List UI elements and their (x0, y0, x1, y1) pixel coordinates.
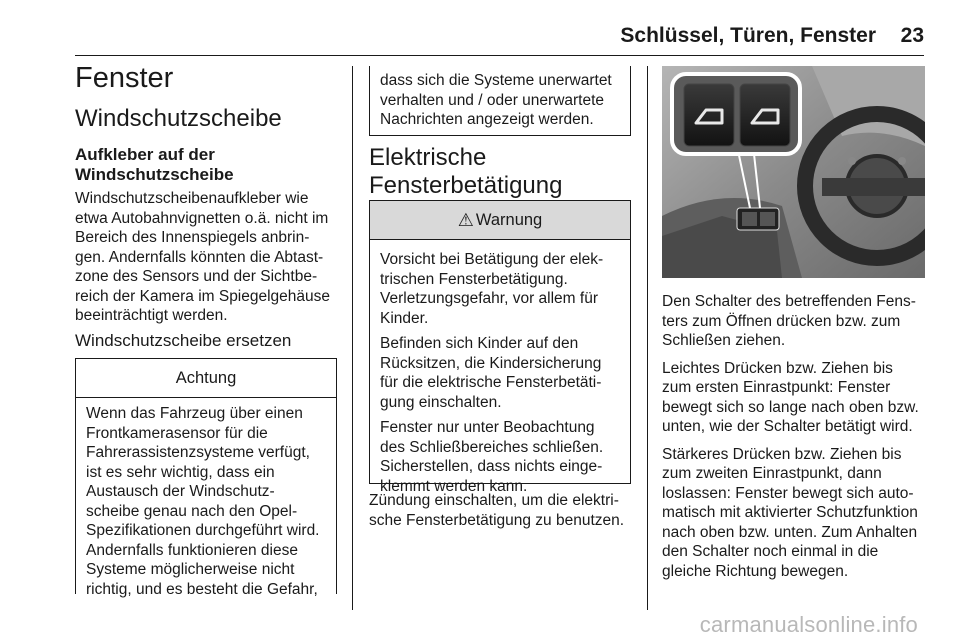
text-line: für die elektrische Fensterbetäti- (380, 374, 602, 391)
text-line: Wenn das Fahrzeug über einen (86, 405, 303, 422)
text-line: unten, wie der Schalter betätigt wird. (662, 418, 913, 435)
column-divider-2 (647, 66, 648, 610)
text-line: Sicherstellen, dass nichts einge- (380, 458, 603, 475)
text-line: matisch mit aktivierter Schutzfunktion (662, 504, 918, 521)
warning-box-title: Warnung (475, 210, 543, 229)
warning-paragraph (380, 418, 620, 496)
text-line: scheibe genau nach den Opel- (86, 502, 298, 520)
text-line: zum zweiten Einrastpunkt, dann (662, 465, 882, 482)
text-line: Leichtes Drücken bzw. Ziehen bis (662, 359, 893, 377)
paragraph (662, 359, 937, 437)
text-line: Den Schalter des betreffenden Fens- (662, 293, 916, 310)
column-divider-1 (352, 66, 353, 610)
window-switch-illustration (662, 66, 925, 278)
title-line: Elektrische (369, 144, 487, 171)
text-line: gen. Andernfalls könnten die Abtast- (75, 248, 324, 266)
text-line: Windschutzscheibenaufkleber wie (75, 190, 309, 207)
watermark: carmanualsonline.info (699, 612, 918, 637)
header-rule (75, 55, 924, 56)
warning-paragraph (380, 250, 620, 328)
text-line: Schließen ziehen. (662, 332, 786, 349)
page-number: 23 (900, 24, 924, 47)
text-line: zum ersten Einrastpunkt: Fenster (662, 379, 891, 396)
text-line: Zündung einschalten, um die elektri- (369, 492, 619, 509)
text-line: Spezifikationen durchgeführt wird. (86, 522, 320, 539)
section-title-fenster: Fenster (75, 62, 174, 94)
text-line: Austausch der Windschutz- (86, 483, 275, 500)
warning-triangle-icon: ⚠ (457, 209, 474, 230)
text-line: Systeme möglicherweise nicht (86, 561, 295, 578)
text-line: Nachrichten angezeigt werden. (380, 111, 594, 128)
caution-box-body (76, 398, 336, 599)
text-line: ters zum Öffnen drücken bzw. zum (662, 312, 901, 330)
text-line: loslassen: Fenster bewegt sich auto- (662, 484, 914, 502)
title-line: Fensterbetätigung (369, 172, 563, 199)
text-line: Rücksitzen, die Kindersicherung (380, 354, 602, 372)
text-line: ist es sehr wichtig, dass ein (86, 463, 275, 481)
caution-box-continued (369, 66, 631, 136)
text-line: des Schließbereiches schließen. (380, 438, 604, 456)
paragraph (662, 445, 937, 582)
text-line: verhalten und / oder unerwartete (380, 91, 605, 109)
warning-box (369, 200, 631, 495)
heading-windschutzscheibe-ersetzen: Windschutzscheibe ersetzen (75, 331, 292, 350)
text-line: Fahrerassistenzsysteme verfügt, (86, 444, 310, 461)
text-line: Befinden sich Kinder auf den (380, 335, 579, 352)
text-line: Stärkeres Drücken bzw. Ziehen bis (662, 445, 902, 463)
warning-box-body (370, 240, 630, 496)
heading-aufkleber (75, 145, 234, 185)
caution-box (75, 358, 337, 598)
heading-aufkleber-line: Windschutzscheibe (75, 165, 234, 184)
text-line: klemmt werden kann. (380, 477, 528, 495)
text-line: gleiche Richtung bewegen. (662, 562, 849, 580)
heading-aufkleber-line: Aufkleber auf der (75, 145, 215, 164)
text-line: beeinträchtigt werden. (75, 307, 228, 324)
text-line: sche Fensterbetätigung zu benutzen. (369, 511, 625, 529)
warning-box-header (370, 201, 630, 240)
paragraph-aufkleber (75, 189, 343, 326)
text-line: gung einschalten. (380, 393, 502, 411)
paragraph (662, 292, 937, 351)
window-switch-photo (662, 66, 925, 278)
subsection-title-fensterbetaetigung (369, 144, 562, 200)
paragraph-zuendung (369, 491, 639, 530)
text-line: zone des Sensors und der Sichtbe- (75, 268, 318, 285)
text-line: nach oben bzw. unten. Zum Anhalten (662, 523, 918, 541)
warning-paragraph (380, 334, 620, 412)
text-line: den Schalter noch einmal in die (662, 543, 879, 560)
column-3-text (662, 292, 937, 589)
text-line: trischen Fensterbetätigung. (380, 270, 568, 288)
caution-box-continued-body (370, 66, 630, 130)
text-line: reich der Kamera im Spiegelgehäuse (75, 287, 331, 305)
text-line: Vorsicht bei Betätigung der elek- (380, 251, 604, 268)
text-line: Verletzungsgefahr, vor allem für (380, 290, 598, 307)
text-line: richtig, und es besteht die Gefahr, (86, 580, 318, 598)
text-line: Frontkamerasensor für die (86, 424, 268, 442)
subsection-title-windschutzscheibe: Windschutzscheibe (75, 105, 282, 132)
text-line: Andernfalls funktionieren diese (86, 541, 298, 559)
text-line: etwa Autobahnvignetten o.ä. nicht im (75, 209, 329, 227)
caution-box-title: Achtung (76, 359, 336, 398)
text-line: Bereich des Innenspiegels anbrin- (75, 229, 310, 246)
text-line: dass sich die Systeme unerwartet (380, 72, 612, 89)
running-header-title: Schlüssel, Türen, Fenster (620, 24, 876, 47)
text-line: Fenster nur unter Beobachtung (380, 419, 595, 436)
text-line: bewegt sich so lange nach oben bzw. (662, 398, 919, 416)
text-line: Kinder. (380, 309, 429, 327)
